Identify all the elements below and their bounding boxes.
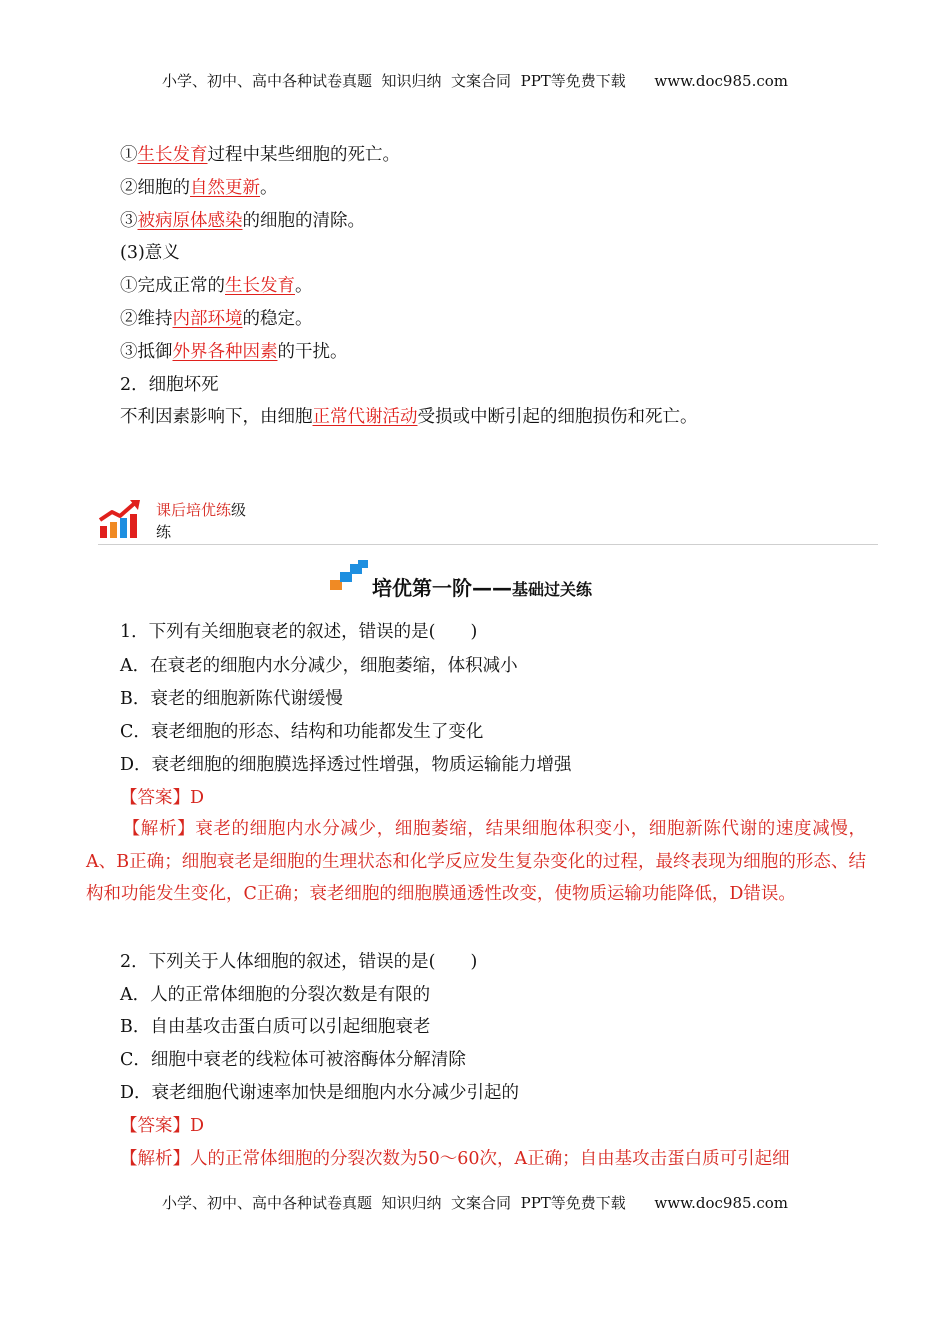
question-2-option-b: B．自由基攻击蛋白质可以引起细胞衰老 bbox=[120, 1017, 431, 1037]
note-line-1: ①生长发育过程中某些细胞的死亡。 bbox=[120, 145, 400, 165]
note-line-2: ②细胞的自然更新。 bbox=[120, 178, 278, 198]
blank-answer: 生长发育 bbox=[225, 276, 295, 296]
stage-title: 培优第一阶——基础过关练 bbox=[372, 576, 593, 600]
note-line-5: ①完成正常的生长发育。 bbox=[120, 276, 313, 296]
section-divider bbox=[98, 544, 878, 545]
blank-answer: 正常代谢活动 bbox=[312, 407, 418, 427]
question-2-answer: 【答案】D bbox=[120, 1116, 205, 1136]
blank-answer: 被病原体感染 bbox=[137, 211, 243, 231]
question-1-option-a: A．在衰老的细胞内水分减少，细胞萎缩，体积减小 bbox=[120, 656, 518, 676]
question-2-option-c: C．细胞中衰老的线粒体可被溶酶体分解清除 bbox=[120, 1050, 466, 1070]
page-header: 小学、初中、高中各种试卷真题 知识归纳 文案合同 PPT等免费下载 www.doc985.com bbox=[161, 72, 788, 90]
stairs-icon bbox=[328, 560, 370, 592]
question-1-option-c: C．衰老细胞的形态、结构和功能都发生了变化 bbox=[120, 722, 484, 742]
question-1-option-d: D．衰老细胞的细胞膜选择透过性增强，物质运输能力增强 bbox=[120, 755, 572, 775]
note-line-8: 2．细胞坏死 bbox=[120, 375, 219, 395]
question-1-answer: 【答案】D bbox=[120, 788, 205, 808]
blank-answer: 自然更新 bbox=[190, 178, 260, 198]
question-1-option-b: B．衰老的细胞新陈代谢缓慢 bbox=[120, 689, 343, 709]
blank-answer: 外界各种因素 bbox=[172, 342, 278, 362]
growth-chart-icon bbox=[98, 498, 142, 540]
question-2-option-d: D．衰老细胞代谢速率加快是细胞内水分减少引起的 bbox=[120, 1083, 520, 1103]
note-line-3: ③被病原体感染的细胞的清除。 bbox=[120, 211, 365, 231]
blank-answer: 内部环境 bbox=[172, 309, 243, 329]
note-line-4: (3)意义 bbox=[120, 243, 180, 263]
page-footer: 小学、初中、高中各种试卷真题 知识归纳 文案合同 PPT等免费下载 www.doc985.com bbox=[161, 1194, 788, 1212]
question-2-stem: 2．下列关于人体细胞的叙述，错误的是( ) bbox=[120, 952, 478, 972]
question-2-analysis: 【解析】人的正常体细胞的分裂次数为50～60次，A正确；自由基攻击蛋白质可引起细 bbox=[120, 1149, 790, 1169]
note-line-7: ③抵御外界各种因素的干扰。 bbox=[120, 342, 348, 362]
section-title-line2: 练 bbox=[156, 523, 172, 541]
blank-answer: 生长发育 bbox=[137, 145, 208, 165]
note-line-6: ②维持内部环境的稳定。 bbox=[120, 309, 313, 329]
question-1-stem: 1．下列有关细胞衰老的叙述，错误的是( ) bbox=[120, 622, 478, 642]
note-line-9: 不利因素影响下，由细胞正常代谢活动受损或中断引起的细胞损伤和死亡。 bbox=[120, 407, 698, 427]
question-1-analysis: 【解析】衰老的细胞内水分减少，细胞萎缩，结果细胞体积变小，细胞新陈代谢的速度减慢，A、B正确；细胞衰老是细胞的生理状态和化学反应发生复杂变化的过程，最终表现为细胞的形态、结构和功能发生变化，C正确；衰老细胞的细胞膜通透性改变，使物质运输功能降低，D错误。 bbox=[86, 819, 866, 904]
section-title: 课后培优练级 bbox=[156, 501, 247, 519]
question-2-option-a: A．人的正常体细胞的分裂次数是有限的 bbox=[120, 985, 431, 1005]
